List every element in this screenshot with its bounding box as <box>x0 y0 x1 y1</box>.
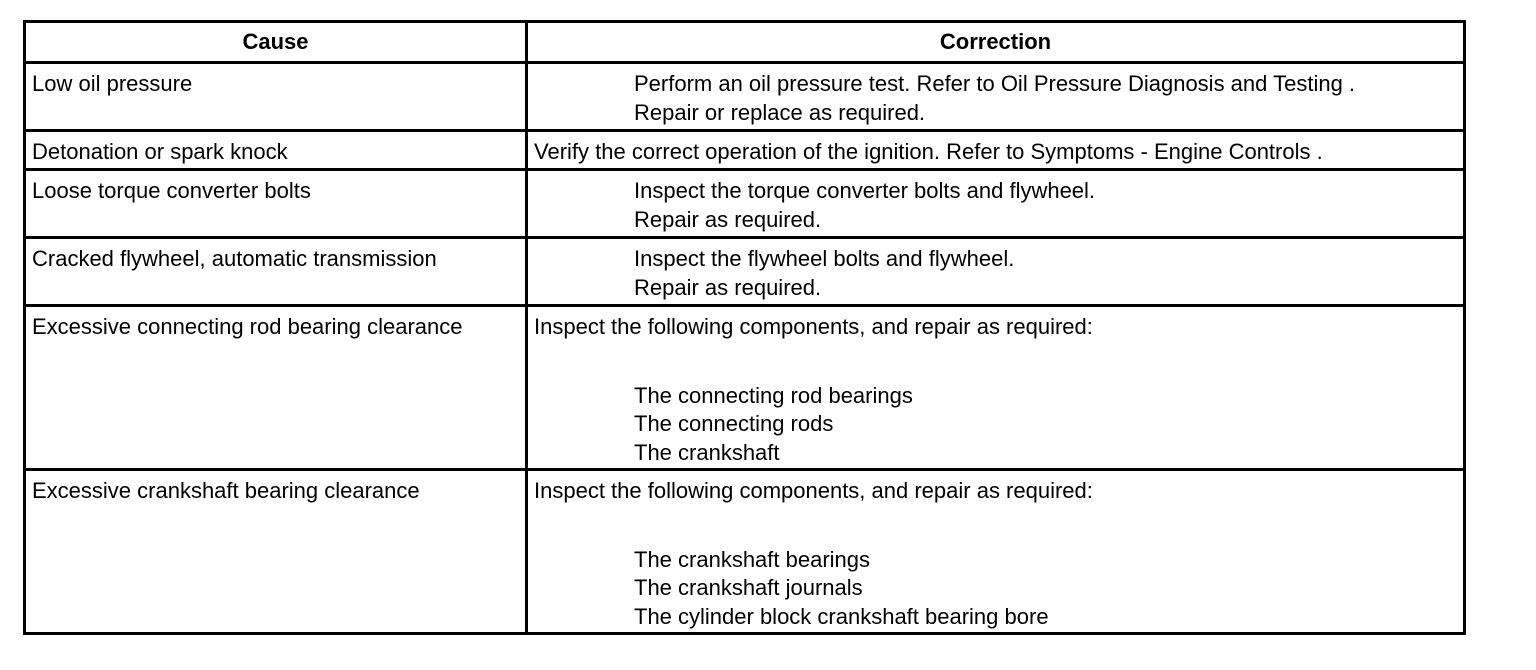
component-item: The crankshaft bearings <box>634 546 871 572</box>
table-row <box>25 238 1465 306</box>
correction-cell <box>527 470 1465 634</box>
cause-cell: Detonation or spark knock <box>25 131 527 170</box>
component-item: The crankshaft <box>634 439 780 465</box>
component-item: The connecting rod bearings <box>634 382 913 408</box>
correction-cell <box>527 170 1465 238</box>
component-item: The connecting rods <box>634 411 834 436</box>
column-header-cause: Cause <box>25 22 527 63</box>
table-row <box>25 470 1465 634</box>
correction-line: Repair or replace as required. <box>634 99 926 125</box>
cause-cell: Excessive crankshaft bearing clearance <box>25 470 527 634</box>
diagnostic-table-container <box>23 20 1463 635</box>
correction-cell <box>527 63 1465 131</box>
diagnostic-table <box>23 20 1466 635</box>
component-item: The crankshaft journals <box>634 575 863 600</box>
cause-cell: Low oil pressure <box>25 63 527 131</box>
spacer <box>534 506 1463 546</box>
column-header-correction: Correction <box>527 22 1465 63</box>
table-row <box>25 63 1465 131</box>
correction-line: Perform an oil pressure test. Refer to Oil Pressure Diagnosis and Testing . <box>634 71 1356 96</box>
correction-line: Inspect the torque converter bolts and flywheel. <box>634 178 1096 203</box>
correction-intro: Inspect the following components, and repair as required: <box>534 478 1093 503</box>
correction-cell <box>527 238 1465 306</box>
spacer <box>534 342 1463 382</box>
correction-cell <box>527 306 1465 470</box>
correction-line: Inspect the flywheel bolts and flywheel. <box>634 246 1015 271</box>
table-row <box>25 306 1465 470</box>
correction-line: Repair as required. <box>634 274 822 300</box>
component-item: The cylinder block crankshaft bearing bore <box>634 603 1049 629</box>
correction-line: Repair as required. <box>634 206 822 232</box>
table-row <box>25 131 1465 170</box>
cause-cell: Cracked flywheel, automatic transmission <box>25 238 527 306</box>
correction-cell <box>527 131 1465 170</box>
table-header-row <box>25 22 1465 63</box>
correction-intro: Verify the correct operation of the ignition. Refer to Symptoms - Engine Controls . <box>534 139 1323 164</box>
table-row <box>25 170 1465 238</box>
cause-cell: Loose torque converter bolts <box>25 170 527 238</box>
correction-intro: Inspect the following components, and repair as required: <box>534 314 1093 339</box>
cause-cell: Excessive connecting rod bearing clearance <box>25 306 527 470</box>
